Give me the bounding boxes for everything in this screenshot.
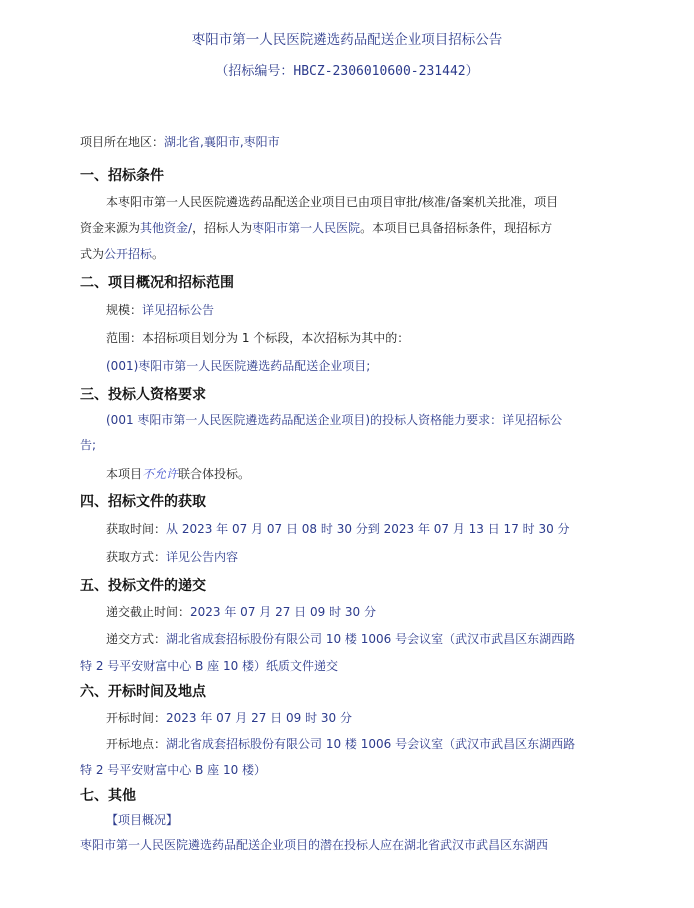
qualification-line-2: 告; (80, 438, 97, 452)
section-heading-7: 七、其他 (80, 788, 136, 804)
deadline-value: 2023 年 07 月 27 日 09 时 30 分 (190, 605, 376, 619)
section-heading-5: 五、投标文件的递交 (80, 578, 206, 594)
deadline-line: 递交截止时间：2023 年 07 月 27 日 09 时 30 分 (106, 605, 376, 619)
section-2-body (80, 296, 614, 380)
open-time-value: 2023 年 07 月 27 日 09 时 30 分 (166, 711, 352, 725)
section-1-body (80, 189, 614, 267)
submit-method-line-2: 特 2 号平安财富中心 B 座 10 楼）纸质文件递交 (80, 659, 339, 673)
tender-method: 公开招标 (104, 247, 153, 261)
page-title: 枣阳市第一人民医院遴选药品配送企业项目招标公告 (191, 32, 503, 48)
section-4-body (80, 515, 614, 571)
section-heading-2: 二、项目概况和招标范围 (80, 275, 234, 291)
tender-number: （招标编号：HBCZ-2306010600-231442） (215, 64, 479, 79)
section-heading-1: 一、招标条件 (80, 168, 164, 184)
qualification-line-1: (001 枣阳市第一人民医院遴选药品配送企业项目)的投标人资格能力要求：详见招标公 (106, 413, 563, 427)
section-5-body (80, 599, 614, 680)
open-place-line-2: 特 2 号平安财富中心 B 座 10 楼） (80, 763, 267, 777)
obtain-time-line: 获取时间：从 2023 年 07 月 07 日 08 时 30 分到 2023 年 07 月 13 日 17 时 30 分 (106, 522, 570, 536)
section-6-body (80, 705, 614, 783)
scale-line: 规模：详见招标公告 (106, 303, 215, 317)
project-overview-text: 枣阳市第一人民医院遴选药品配送企业项目的潜在投标人应在湖北省武汉市武昌区东湖西 (80, 838, 549, 852)
tenderer: 枣阳市第一人民医院 (252, 221, 361, 235)
open-place-value: 湖北省成套招标股份有限公司 10 楼 1006 号会议室（武汉市武昌区东湖西路 (166, 737, 576, 751)
lot-line: (001)枣阳市第一人民医院遴选药品配送企业项目; (106, 359, 371, 373)
scale-value: 详见招标公告 (142, 303, 215, 317)
joint-bid-flag: 不允许 (142, 467, 179, 481)
obtain-method-line: 获取方式：详见公告内容 (106, 550, 239, 564)
location-value: 湖北省,襄阳市,枣阳市 (164, 135, 280, 149)
location-label: 项目所在地区： (80, 135, 165, 149)
scope-line: 范围：本招标项目划分为 1 个标段，本次招标为其中的： (106, 331, 410, 345)
obtain-time-value: 从 2023 年 07 月 07 日 08 时 30 分到 2023 年 07 月 13 日 17 时 30 分 (166, 522, 570, 536)
open-time-line: 开标时间：2023 年 07 月 27 日 09 时 30 分 (106, 711, 352, 725)
s1-line-1: 本枣阳市第一人民医院遴选药品配送企业项目已由项目审批/核准/备案机关批准，项目 (106, 195, 559, 209)
obtain-method-value: 详见公告内容 (166, 550, 239, 564)
project-overview-label: 【项目概况】 (106, 813, 179, 827)
s1-line-3: 式为公开招标。 (80, 247, 165, 261)
submit-method-line: 递交方式：湖北省成套招标股份有限公司 10 楼 1006 号会议室（武汉市武昌区东湖西路 (106, 632, 576, 646)
submit-method-value: 湖北省成套招标股份有限公司 10 楼 1006 号会议室（武汉市武昌区东湖西路 (166, 632, 576, 646)
section-heading-6: 六、开标时间及地点 (80, 684, 206, 700)
project-location (80, 133, 614, 151)
joint-bid-line: 本项目不允许联合体投标。 (106, 467, 251, 481)
open-place-line: 开标地点：湖北省成套招标股份有限公司 10 楼 1006 号会议室（武汉市武昌区东湖西路 (106, 737, 576, 751)
section-3-body (80, 408, 614, 487)
s1-line-2: 资金来源为其他资金/，招标人为枣阳市第一人民医院。本项目已具备招标条件，现招标方 (80, 221, 553, 235)
section-heading-3: 三、投标人资格要求 (80, 387, 206, 403)
section-heading-4: 四、招标文件的获取 (80, 494, 206, 510)
fund-source: 其他资金/ (140, 221, 193, 235)
